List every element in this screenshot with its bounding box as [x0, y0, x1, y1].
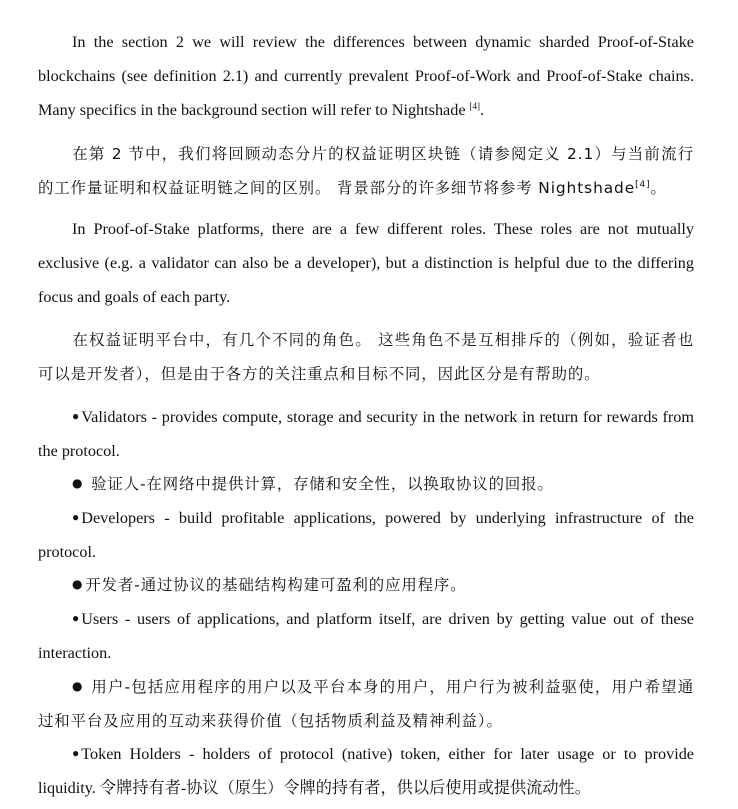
bullet-validators-cn	[38, 466, 554, 501]
bullet-developers-en	[38, 500, 694, 569]
paragraph-intro-en	[38, 25, 694, 128]
paragraph-punct: 。	[650, 179, 667, 198]
citation-ref: [4]	[635, 180, 651, 191]
bullet-text: Validators - provides compute, storage and security in the network in return for rewards from the protocol.	[38, 408, 694, 461]
bullet-token-holders	[38, 736, 694, 805]
paragraph-text: 在权益证明平台中，有几个不同的角色。 这些角色不是互相排斥的（例如，验证者也可以是开发者），但是由于各方的关注重点和目标不同，因此区分是有帮助的。	[38, 331, 694, 384]
bullet-users-en	[38, 601, 694, 670]
paragraph-intro-cn	[38, 137, 694, 205]
bullet-text: Token Holders - holders of protocol (native) token, either for later usage or to provide liquidity. 令牌持有者-协议（原生）令牌的持有者，供以后使用或提供流动性。	[38, 745, 694, 798]
bullet-dot-icon: ●	[72, 611, 80, 625]
bullet-text: Developers - build profitable applications, powered by underlying infrastructure of the protocol.	[38, 509, 694, 562]
bullet-dot-icon: ●	[72, 577, 84, 591]
paragraph-text: 在第 2 节中，我们将回顾动态分片的权益证明区块链（请参阅定义 2.1）与当前流行的工作量证明和权益证明链之间的区别。 背景部分的许多细节将参考 Nightshade	[38, 145, 694, 198]
paragraph-text: In the section 2 we will review the differences between dynamic sharded Proof-of-Stake blockchains (see definition 2.1) and currently prevalent Proof-of-Work and Proof-of-Stake chains. Many specifics in the background section will refer to Nightshade	[38, 33, 694, 120]
bullet-dot-icon: ●	[72, 679, 84, 693]
bullet-developers-cn	[38, 567, 467, 602]
bullet-dot-icon: ●	[72, 476, 84, 490]
bullet-text: 用户-包括应用程序的用户以及平台本身的用户，用户行为被利益驱使，用户希望通过和平台及应用的互动来获得价值（包括物质利益及精神利益）。	[38, 678, 694, 731]
paragraph-punct: .	[480, 101, 485, 120]
citation-ref: [4]	[469, 101, 481, 112]
bullet-text: 验证人-在网络中提供计算，存储和安全性，以换取协议的回报。	[85, 475, 554, 493]
bullet-text: Users - users of applications, and platform itself, are driven by getting value out of these interaction.	[38, 610, 694, 663]
bullet-users-cn	[38, 669, 694, 738]
bullet-validators-en	[38, 399, 694, 468]
paragraph-text: In Proof-of-Stake platforms, there are a few different roles. These roles are not mutually exclusive (e.g. a validator can also be a developer), but a distinction is helpful due to the differing focus and goals of each party.	[38, 220, 694, 307]
paragraph-roles-cn	[38, 323, 694, 391]
paragraph-roles-en	[38, 212, 694, 315]
bullet-text: 开发者-通过协议的基础结构构建可盈利的应用程序。	[85, 576, 467, 594]
bullet-dot-icon: ●	[72, 510, 80, 524]
bullet-dot-icon: ●	[72, 409, 80, 423]
bullet-dot-icon: ●	[72, 746, 80, 760]
